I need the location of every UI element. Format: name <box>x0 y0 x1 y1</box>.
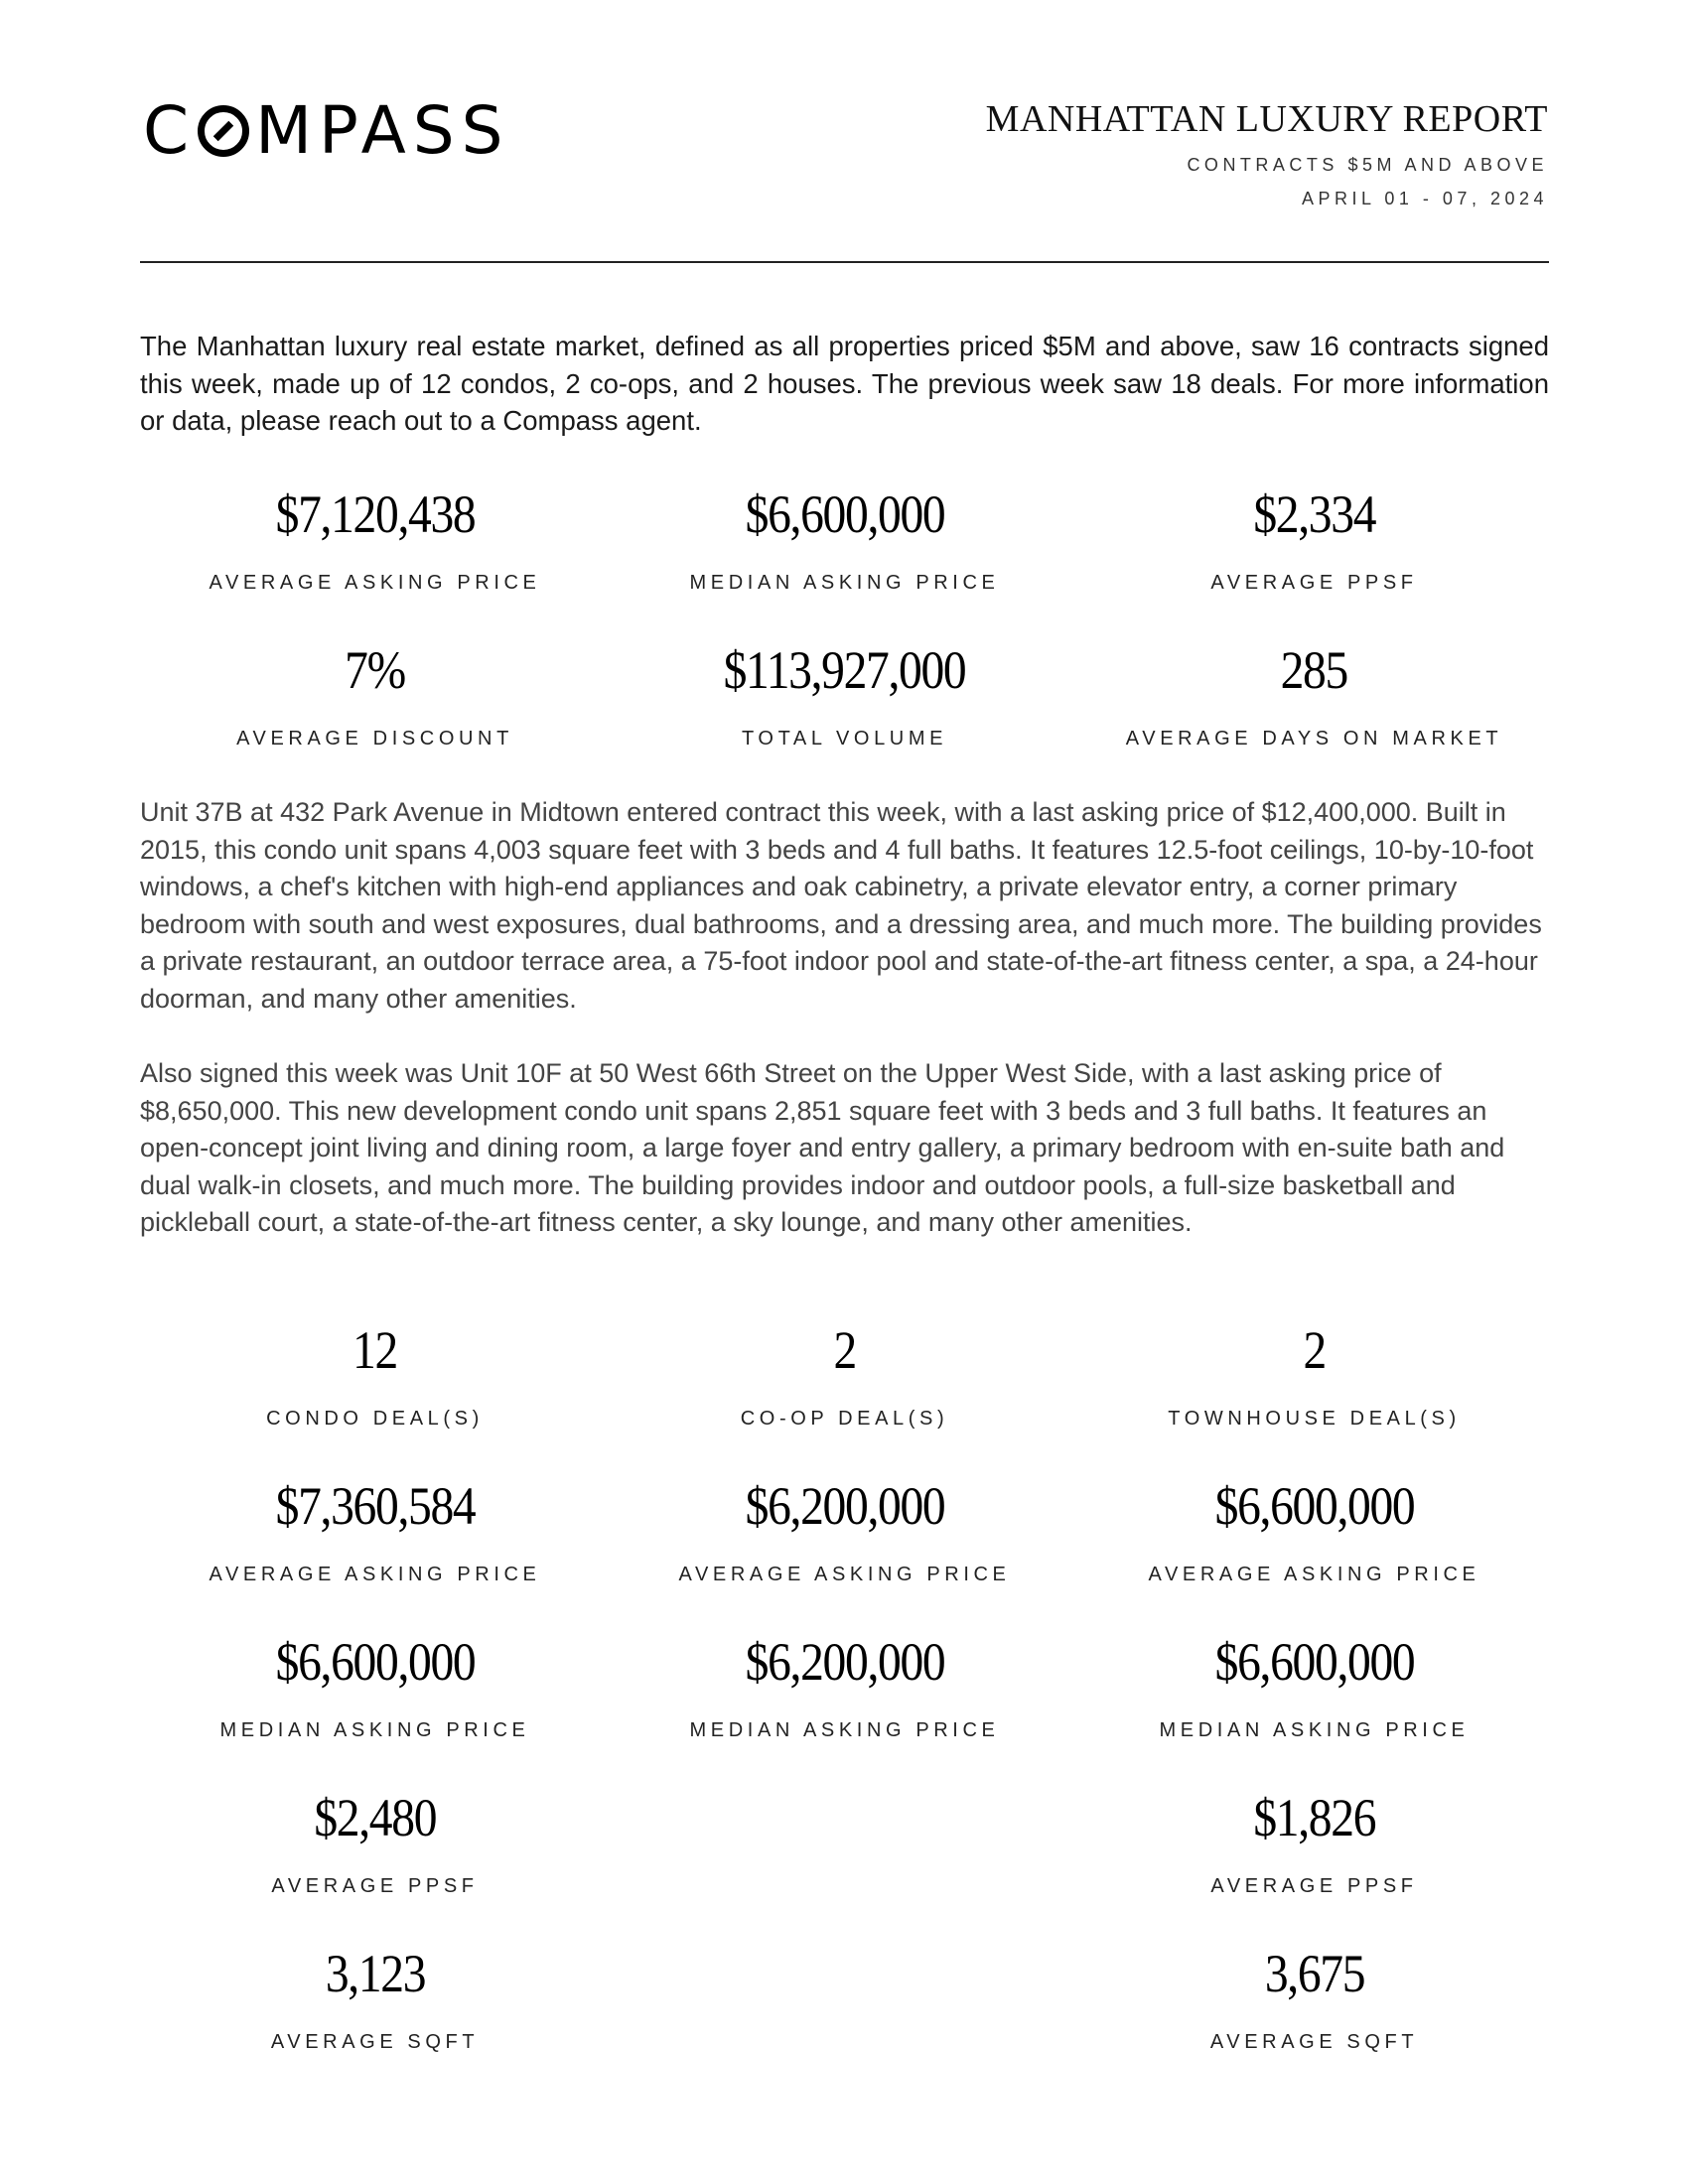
condo-average-asking-price <box>140 1476 610 1632</box>
stat-value: $6,600,000 <box>745 484 944 544</box>
stat-label: AVERAGE ASKING PRICE <box>678 1564 1011 1585</box>
stat-value: $6,600,000 <box>1214 1476 1414 1536</box>
stat-label: AVERAGE PPSF <box>271 1875 479 1897</box>
stat-label: TOTAL VOLUME <box>741 728 948 750</box>
highlight-paragraph-50-west-66th: Also signed this week was Unit 10F at 50 West 66th Street on the Upper West Side, with a last asking price of $8,650,000. This new development condo unit spans 2,851 square feet with 3 beds and 3 full baths. It features an open-concept joint living and dining room, a large foyer and entry gallery, a primary bedroom with en-suite bath and dual walk-in closets, and much more. The building provides indoor and outdoor pools, a full-size basketball and pickleball court, a state-of-the-art fitness center, a sky lounge, and many other amenities. <box>140 1058 1505 1237</box>
stat-label: AVERAGE PPSF <box>1210 572 1418 594</box>
stat-value: $113,927,000 <box>723 640 966 700</box>
stat-average-days-on-market <box>1079 640 1549 796</box>
highlight-paragraph-432-park: Unit 37B at 432 Park Avenue in Midtown entered contract this week, with a last asking price of $12,400,000. Built in 2015, this condo unit spans 4,003 square feet with 3 beds and 4 full baths. It features 12.5-foot ceilings, 10-by-10-foot windows, a chef's kitchen with high-end appliances and oak cabinetry, a private elevator entry, a corner primary bedroom with south and west exposures, dual bathrooms, and a dressing area, and much more. The building provides a private restaurant, an outdoor terrace area, a 75-foot indoor pool and state-of-the-art fitness center, a spa, a 24-hour doorman, and many other amenities. <box>140 797 1542 1014</box>
stat-value: $2,480 <box>314 1788 436 1847</box>
townhouse-median-asking-price <box>1079 1632 1549 1788</box>
stat-value: $1,826 <box>1253 1788 1375 1847</box>
stat-value: 3,675 <box>1264 1944 1364 2003</box>
property-type-breakdown <box>140 1320 1549 2100</box>
report-date-range: APRIL 01 - 07, 2024 <box>1302 189 1548 209</box>
coop-average-asking-price <box>610 1476 1079 1632</box>
stat-average-ppsf <box>1079 484 1549 640</box>
coop-deals <box>610 1320 1079 1476</box>
stat-value: 285 <box>1280 640 1348 700</box>
stat-value: $7,120,438 <box>275 484 475 544</box>
stat-label: AVERAGE PPSF <box>1210 1875 1418 1897</box>
report-title: MANHATTAN LUXURY REPORT <box>985 98 1548 140</box>
report-header <box>986 99 1548 210</box>
stat-label: CONDO DEAL(S) <box>266 1408 484 1430</box>
stat-average-discount <box>140 640 610 796</box>
logo-letter-c: C <box>143 92 197 169</box>
stat-value: 7% <box>345 640 405 700</box>
stat-value: $6,200,000 <box>745 1476 944 1536</box>
stat-value: 2 <box>1303 1320 1326 1380</box>
stat-median-asking-price <box>610 484 1079 640</box>
stat-label: AVERAGE DAYS ON MARKET <box>1125 728 1503 750</box>
compass-needle-icon <box>198 105 249 157</box>
stat-label: AVERAGE ASKING PRICE <box>1148 1564 1480 1585</box>
stat-label: MEDIAN ASKING PRICE <box>689 1719 1000 1741</box>
coop-median-asking-price <box>610 1632 1079 1788</box>
stat-label: AVERAGE SQFT <box>270 2031 480 2053</box>
townhouse-average-sqft <box>1079 1944 1549 2100</box>
stat-label: MEDIAN ASKING PRICE <box>1159 1719 1470 1741</box>
stat-value: $6,600,000 <box>1214 1632 1414 1692</box>
logo-wordmark <box>143 92 510 169</box>
townhouse-average-ppsf <box>1079 1788 1549 1944</box>
townhouse-deals <box>1079 1320 1549 1476</box>
stat-value: $7,360,584 <box>275 1476 475 1536</box>
header-divider <box>140 261 1549 263</box>
stat-label: MEDIAN ASKING PRICE <box>689 572 1000 594</box>
stat-total-volume <box>610 640 1079 796</box>
condo-deals <box>140 1320 610 1476</box>
stat-label: AVERAGE SQFT <box>1209 2031 1419 2053</box>
logo-letters-mpass: MPASS <box>255 92 510 169</box>
report-subtitle: CONTRACTS $5M AND ABOVE <box>1187 154 1548 175</box>
summary-stats <box>140 484 1549 796</box>
stat-label: TOWNHOUSE DEAL(S) <box>1168 1408 1461 1430</box>
stat-average-asking-price <box>140 484 610 640</box>
intro-paragraph: The Manhattan luxury real estate market, defined as all properties priced $5M and above, saw 16 contracts signed this week, made up of 12 condos, 2 co-ops, and 2 houses. The previous week saw 18 deals. For more information or data, please reach out to a Compass agent. <box>140 331 1549 436</box>
stat-value: $6,200,000 <box>745 1632 944 1692</box>
stat-value: 3,123 <box>325 1944 425 2003</box>
compass-logo <box>143 92 510 169</box>
stat-label: MEDIAN ASKING PRICE <box>219 1719 530 1741</box>
condo-average-ppsf <box>140 1788 610 1944</box>
stat-label: CO-OP DEAL(S) <box>740 1408 949 1430</box>
condo-average-sqft <box>140 1944 610 2100</box>
stat-value: 12 <box>352 1320 397 1380</box>
condo-median-asking-price <box>140 1632 610 1788</box>
stat-value: $2,334 <box>1253 484 1375 544</box>
stat-label: AVERAGE ASKING PRICE <box>209 572 541 594</box>
stat-value: $6,600,000 <box>275 1632 475 1692</box>
townhouse-average-asking-price <box>1079 1476 1549 1632</box>
stat-value: 2 <box>833 1320 856 1380</box>
stat-label: AVERAGE DISCOUNT <box>236 728 513 750</box>
stat-label: AVERAGE ASKING PRICE <box>209 1564 541 1585</box>
